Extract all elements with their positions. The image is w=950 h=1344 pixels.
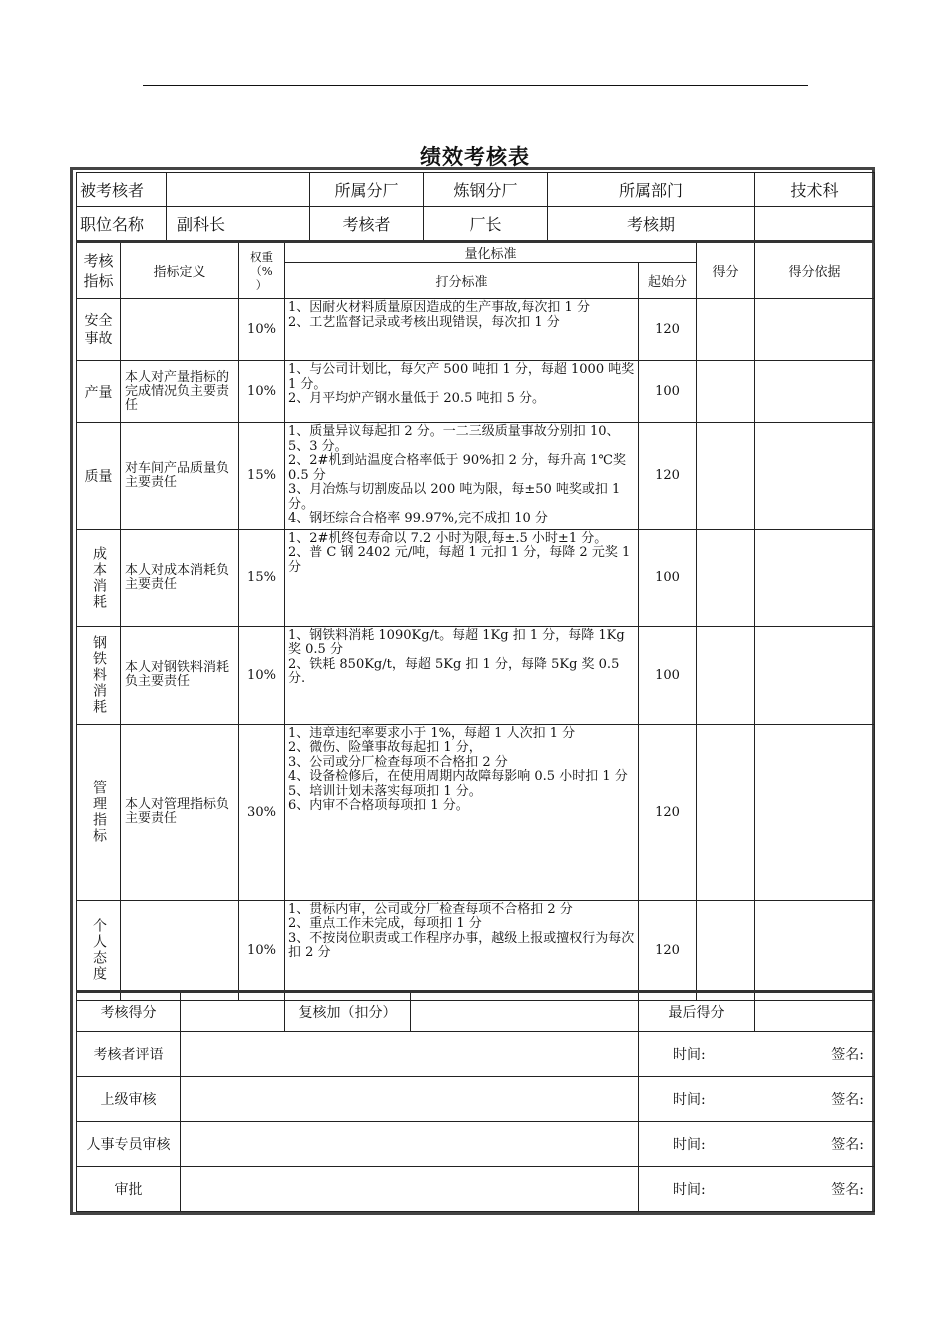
branch-label: 所属分厂	[310, 173, 424, 207]
table-row	[77, 529, 875, 626]
sign-label: 签名:	[831, 1137, 864, 1153]
row-category: 安全事故	[84, 312, 113, 347]
sign-label: 签名:	[831, 1092, 864, 1108]
row-definition	[121, 900, 239, 1000]
total-score-field[interactable]	[181, 992, 285, 1032]
row-category: 钢铁料消耗	[91, 635, 107, 715]
branch-value[interactable]: 炼钢分厂	[424, 173, 548, 207]
row-start: 120	[639, 724, 697, 900]
table-row	[77, 361, 875, 423]
row-start: 100	[639, 626, 697, 724]
time-label: 时间:	[673, 1047, 706, 1063]
row-basis-cell[interactable]	[755, 626, 875, 724]
hr-review-label: 人事专员审核	[77, 1122, 181, 1167]
row-category: 管理指标	[91, 780, 107, 844]
col-basis-header: 得分依据	[755, 242, 875, 299]
row-definition: 本人对钢铁料消耗负主要责任	[121, 626, 239, 724]
row-category: 质量	[77, 423, 121, 530]
table-row	[77, 299, 875, 361]
sign-label: 签名:	[831, 1047, 864, 1063]
info-table	[76, 172, 875, 241]
examiner-label: 考核者	[310, 207, 424, 241]
row-standard: 1、2#机终包寿命以 7.2 小时为限,每±.5 小时±1 分。 2、普 C 钢 2402 元/吨，每超 1 元扣 1 分，每降 2 元奖 1 分	[285, 529, 639, 626]
row-definition	[121, 299, 239, 361]
comment-label: 考核者评语	[77, 1032, 181, 1077]
row-standard: 1、质量异议每起扣 2 分。一二三级质量事故分别扣 10、5、3 分。 2、2#机到站温度合格率低于 90%扣 2 分，每升高 1℃奖 0.5 分 3、月冶炼与切割废品以 200 吨为限，每±50 吨奖或扣 1 分。 4、钢坯综合合格率 99.97%,完不成扣 10 分	[285, 423, 639, 530]
row-start: 120	[639, 299, 697, 361]
period-value[interactable]	[755, 207, 875, 241]
col-score-header: 得分	[697, 242, 755, 299]
row-score-cell[interactable]	[697, 724, 755, 900]
time-label: 时间:	[673, 1182, 706, 1198]
table-row	[77, 626, 875, 724]
dept-value[interactable]: 技术科	[755, 173, 875, 207]
examinee-value[interactable]	[167, 173, 310, 207]
hr-review-field[interactable]	[181, 1122, 639, 1167]
position-value[interactable]: 副科长	[167, 207, 310, 241]
indicator-table	[76, 240, 875, 1001]
table-row	[77, 724, 875, 900]
review-label: 复核加（扣分）	[285, 992, 411, 1032]
row-score-cell[interactable]	[697, 361, 755, 423]
row-category: 成本消耗	[91, 545, 107, 610]
row-definition: 本人对管理指标负主要责任	[121, 724, 239, 900]
row-weight: 10%	[239, 626, 285, 724]
position-label: 职位名称	[77, 207, 167, 241]
row-standard: 1、违章违纪率要求小于 1%，每超 1 人次扣 1 分 2、微伤、险肇事故每起扣 1 分， 3、公司或分厂检查每项不合格扣 2 分 4、设备检修后，在使用周期内故障每影响 0.5 小时扣 1 分 5、培训计划未落实每项扣 1 分。 6、内审不合格项每项扣 1 分。	[285, 724, 639, 900]
row-weight: 15%	[239, 423, 285, 530]
row-basis-cell[interactable]	[755, 361, 875, 423]
row-definition: 本人对成本消耗负主要责任	[121, 529, 239, 626]
row-score-cell[interactable]	[697, 900, 755, 1000]
total-score-label: 考核得分	[77, 992, 181, 1032]
summary-table	[76, 990, 875, 1212]
time-label: 时间:	[673, 1137, 706, 1153]
row-start: 100	[639, 361, 697, 423]
col-definition-header: 指标定义	[121, 242, 239, 299]
comment-field[interactable]	[181, 1032, 639, 1077]
period-label: 考核期	[548, 207, 755, 241]
row-standard: 1、钢铁料消耗 1090Kg/t。每超 1Kg 扣 1 分，每降 1Kg 奖 0.5 分 2、铁耗 850Kg/t，每超 5Kg 扣 1 分，每降 5Kg 奖 0.5 分.	[285, 626, 639, 724]
dept-label: 所属部门	[548, 173, 755, 207]
approval-label: 审批	[77, 1167, 181, 1212]
final-score-field[interactable]	[755, 992, 875, 1032]
row-category: 产量	[77, 361, 121, 423]
row-standard: 1、贯标内审，公司或分厂检查每项不合格扣 2 分 2、重点工作未完成，每项扣 1 分 3、不按岗位职责或工作程序办事，越级上报或擅权行为每次扣 2 分	[285, 900, 639, 1000]
supervisor-review-label: 上级审核	[77, 1077, 181, 1122]
col-scoring-header: 打分标准	[285, 263, 639, 299]
row-weight: 10%	[239, 299, 285, 361]
row-score-cell[interactable]	[697, 529, 755, 626]
row-weight: 30%	[239, 724, 285, 900]
row-category: 个人态度	[91, 918, 107, 982]
row-basis-cell[interactable]	[755, 724, 875, 900]
examiner-value[interactable]: 厂长	[424, 207, 548, 241]
col-quant-header: 量化标准	[285, 242, 697, 263]
table-row	[77, 423, 875, 530]
row-standard: 1、因耐火材料质量原因造成的生产事故,每次扣 1 分 2、工艺监督记录或考核出现错误，每次扣 1 分	[285, 299, 639, 361]
row-basis-cell[interactable]	[755, 299, 875, 361]
page-title: 绩效考核表	[420, 144, 530, 169]
col-indicator-header: 考核指标	[77, 242, 121, 299]
row-score-cell[interactable]	[697, 299, 755, 361]
row-definition: 本人对产量指标的完成情况负主要责任	[121, 361, 239, 423]
row-start: 120	[639, 900, 697, 1000]
sign-label: 签名:	[831, 1182, 864, 1198]
row-start: 100	[639, 529, 697, 626]
row-standard: 1、与公司计划比，每欠产 500 吨扣 1 分，每超 1000 吨奖 1 分。 2、月平均炉产钢水量低于 20.5 吨扣 5 分。	[285, 361, 639, 423]
row-basis-cell[interactable]	[755, 900, 875, 1000]
row-score-cell[interactable]	[697, 626, 755, 724]
time-label: 时间:	[673, 1092, 706, 1108]
row-weight: 10%	[239, 361, 285, 423]
final-score-label: 最后得分	[639, 992, 755, 1032]
row-score-cell[interactable]	[697, 423, 755, 530]
top-rule	[143, 85, 808, 86]
review-field[interactable]	[411, 992, 639, 1032]
row-weight: 15%	[239, 529, 285, 626]
row-start: 120	[639, 423, 697, 530]
supervisor-review-field[interactable]	[181, 1077, 639, 1122]
row-basis-cell[interactable]	[755, 423, 875, 530]
table-row	[77, 900, 875, 1000]
row-basis-cell[interactable]	[755, 529, 875, 626]
examinee-label: 被考核者	[77, 173, 167, 207]
row-weight: 10%	[239, 900, 285, 1000]
col-start-header: 起始分	[639, 263, 697, 299]
row-definition: 对车间产品质量负主要责任	[121, 423, 239, 530]
approval-field[interactable]	[181, 1167, 639, 1212]
col-weight-header: 权重 （% ）	[239, 242, 285, 299]
